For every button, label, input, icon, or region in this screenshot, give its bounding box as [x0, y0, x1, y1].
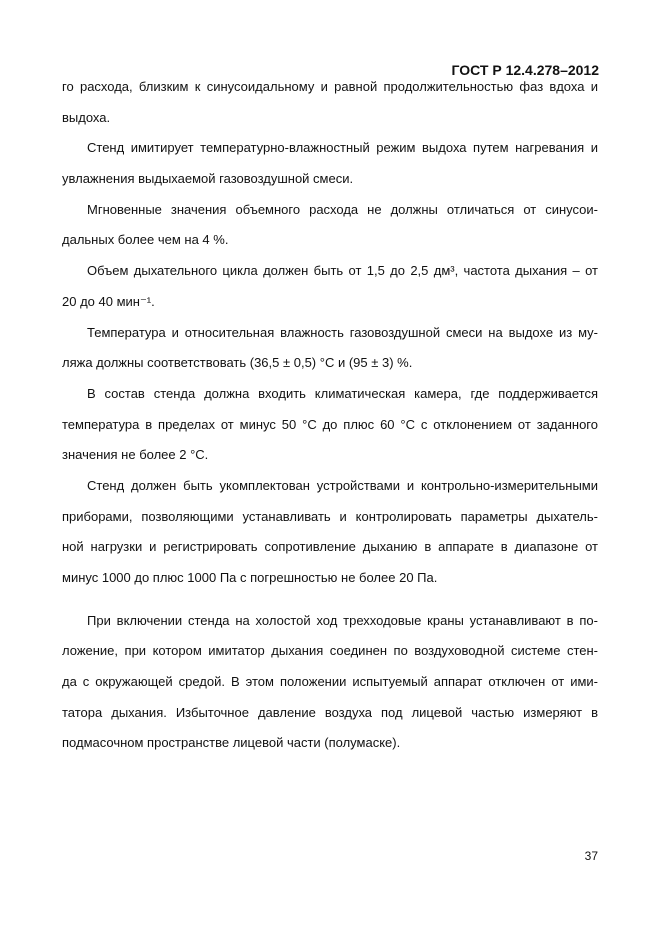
text-line: В состав стенда должна входить климатическая камера, где поддерживается: [87, 385, 598, 401]
paragraph: [62, 139, 598, 200]
paragraph: [62, 262, 598, 323]
text-line: Объем дыхательного цикла должен быть от 1,5 до 2,5 дм³, частота дыхания – от: [87, 263, 598, 279]
paragraph: [62, 78, 598, 139]
text-line: ложение, при котором имитатор дыхания соединен по воздуховодной системе стен-: [62, 643, 598, 659]
paragraph: [62, 477, 598, 600]
text-line: Стенд должен быть укомплектован устройствами и контрольно-измерительными: [87, 477, 598, 493]
text-line: значения не более 2 °С.: [62, 447, 209, 463]
text-line: При включении стенда на холостой ход трехходовые краны устанавливают в по-: [87, 612, 598, 628]
text-line: Температура и относительная влажность газовоздушной смеси на выдохе из му-: [87, 324, 598, 340]
text-line: да с окружающей средой. В этом положении испытуемый аппарат отключен от ими-: [62, 674, 598, 690]
paragraph: [62, 612, 598, 765]
text-line: выдоха.: [62, 109, 111, 125]
text-line: минус 1000 до плюс 1000 Па с погрешностью не более 20 Па.: [62, 570, 438, 585]
text-line: Мгновенные значения объемного расхода не должны отличаться от синусои-: [87, 201, 598, 217]
text-line: приборами, позволяющими устанавливать и контролировать параметры дыхатель-: [62, 508, 598, 524]
text-line: дальных более чем на 4 %.: [62, 232, 229, 248]
text-line: татора дыхания. Избыточное давление воздуха под лицевой частью измеряют в: [62, 704, 598, 720]
paragraph: [62, 385, 598, 477]
text-line: Стенд имитирует температурно-влажностный режим выдоха путем нагревания и: [87, 140, 598, 156]
text-line: увлажнения выдыхаемой газовоздушной смеси.: [62, 171, 354, 187]
page-number: 37: [584, 849, 598, 863]
text-line: го расхода, близким к синусоидальному и равной продолжительностью фаз вдоха и: [62, 79, 598, 94]
document-code-header: ГОСТ Р 12.4.278–2012: [451, 62, 599, 78]
text-line: подмасочном пространстве лицевой части (полумаске).: [62, 735, 401, 751]
text-line: ляжа должны соответствовать (36,5 ± 0,5) °С и (95 ± 3) %.: [62, 355, 413, 371]
document-body: [62, 78, 598, 765]
text-line: 20 до 40 мин⁻¹.: [62, 293, 155, 309]
paragraph: [62, 201, 598, 262]
paragraph: [62, 324, 598, 385]
text-line: температура в пределах от минус 50 °С до плюс 60 °С с отклонением от заданного: [62, 416, 598, 432]
text-line: ной нагрузки и регистрировать сопротивление дыханию в аппарате в диапазоне от: [62, 539, 598, 555]
